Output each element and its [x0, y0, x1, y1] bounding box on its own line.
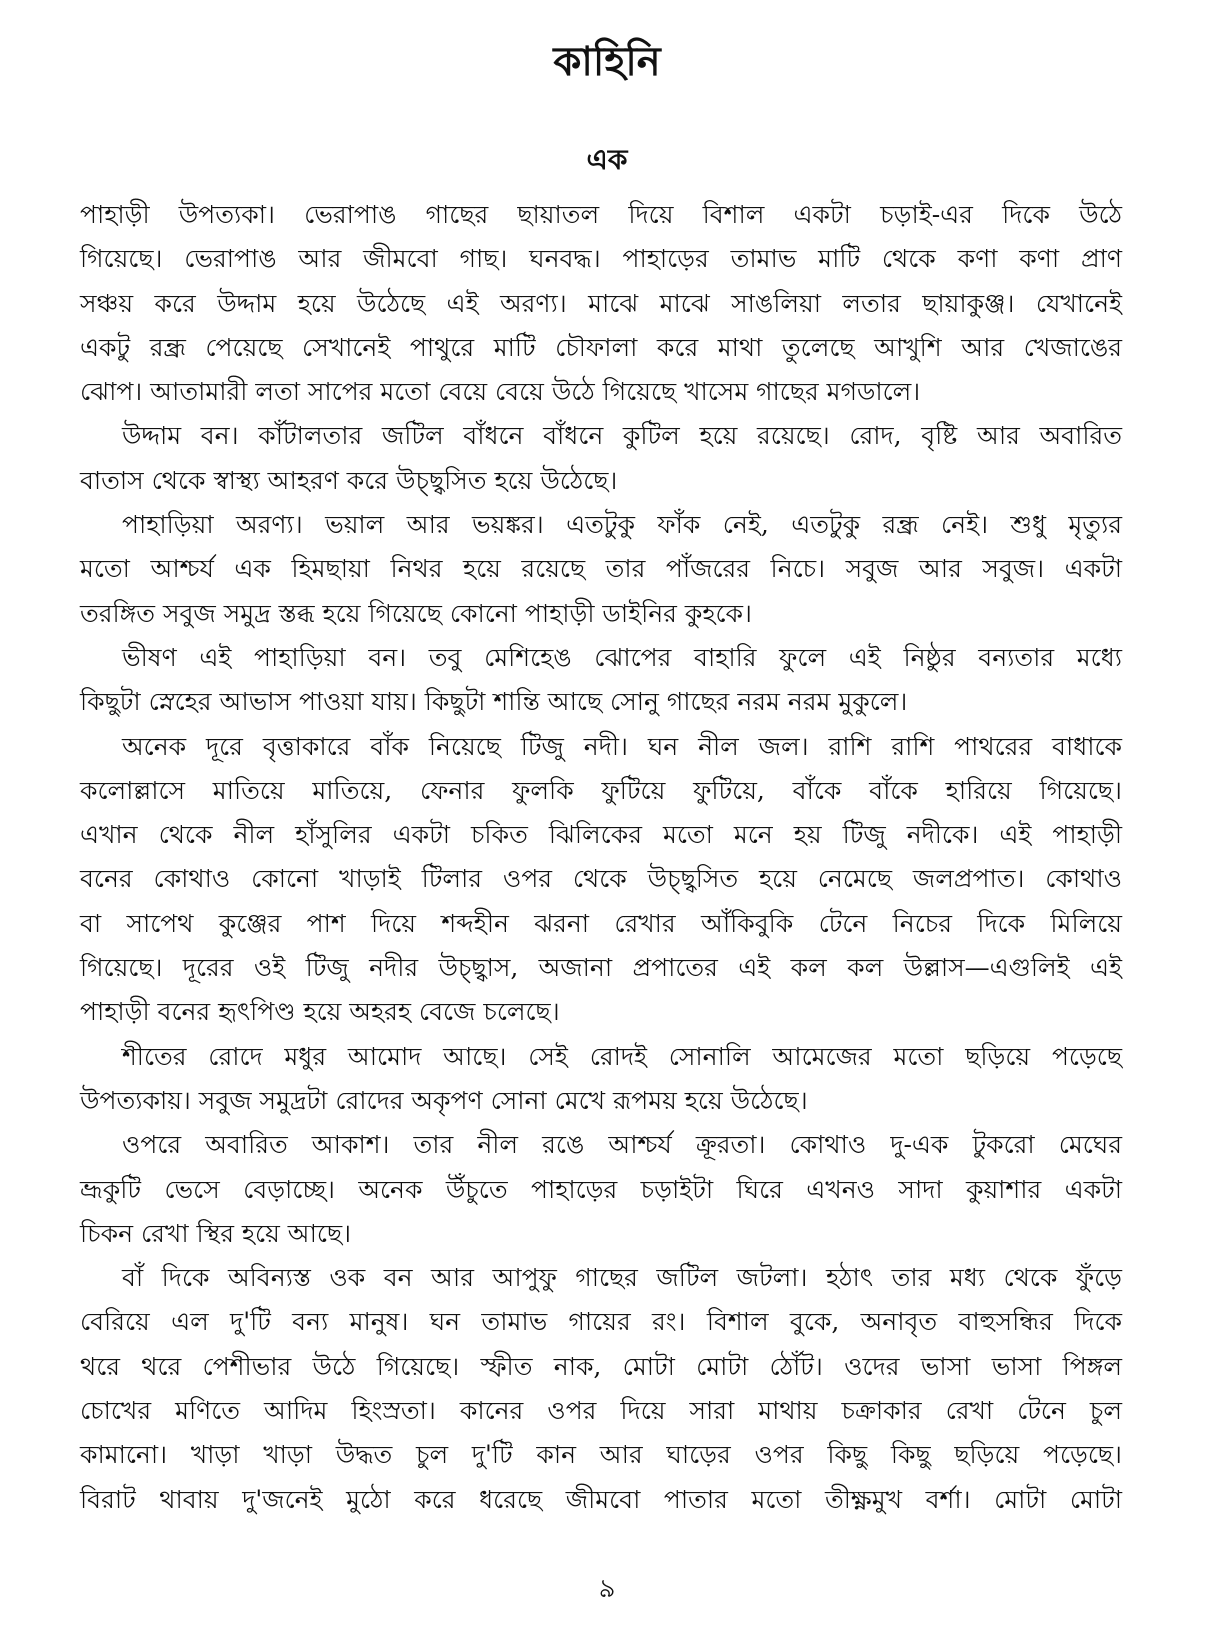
text-line: গিয়েছে। ভেরাপাঙ আর জীমবো গাছ। ঘনবদ্ধ। পাহাড়ের তামাভ মাটি থেকে কণা কণা প্রাণ — [80, 244, 1122, 274]
text-line: পাহাড়ী উপত্যকা। ভেরাপাঙ গাছের ছায়াতল দিয়ে বিশাল একটা চড়াই-এর দিকে উঠে — [80, 200, 1122, 229]
text-line: বিরাট থাবায় দু'জনেই মুঠো করে ধরেছে জীমবো পাতার মতো তীক্ষ্ণমুখ বর্শা। মোটা মোটা — [80, 1484, 1122, 1514]
text-line: একটু রন্ধ্র পেয়েছে সেখানেই পাথুরে মাটি চৌফালা করে মাথা তুলেছে আখুশি আর খেজাঙের — [80, 332, 1122, 362]
text-line: মতো আশ্চর্য এক হিমছায়া নিথর হয়ে রয়েছে তার পাঁজরের নিচে। সবুজ আর সবুজ। একটা — [80, 554, 1122, 584]
page-title: কাহিনি — [553, 38, 661, 85]
text-line: বনের কোথাও কোনো খাড়াই টিলার ওপর থেকে উচ্ছ্বসিত হয়ে নেমেছে জলপ্রপাত। কোথাও — [80, 864, 1122, 894]
text-line: চোখের মণিতে আদিম হিংস্রতা। কানের ওপর দিয়ে সারা মাথায় চক্রাকার রেখা টেনে চুল — [80, 1396, 1122, 1426]
text-line: বাতাস থেকে স্বাস্থ্য আহরণ করে উচ্ছ্বসিত হয়ে উঠেছে। — [80, 465, 618, 495]
text-line: থরে থরে পেশীভার উঠে গিয়েছে। স্ফীত নাক, মোটা মোটা ঠোঁট। ওদের ভাসা ভাসা পিঙ্গল — [80, 1351, 1122, 1381]
text-line: ভ্রূকুটি ভেসে বেড়াচ্ছে। অনেক উঁচুতে পাহাড়ের চড়াইটা ঘিরে এখনও সাদা কুয়াশার একটা — [80, 1174, 1122, 1204]
text-line: পাহাড়ী বনের হৃৎপিণ্ড হয়ে অহরহ বেজে চলেছে। — [80, 997, 560, 1027]
text-line: গিয়েছে। দূরের ওই টিজু নদীর উচ্ছ্বাস, অজানা প্রপাতের এই কল কল উল্লাস—এগুলিই এই — [80, 953, 1122, 983]
chapter-heading: এক — [586, 143, 628, 176]
text-line: এখান থেকে নীল হাঁসুলির একটা চকিত ঝিলিকের মতো মনে হয় টিজু নদীকে। এই পাহাড়ী — [80, 820, 1122, 850]
text-line: ঝোপ। আতামারী লতা সাপের মতো বেয়ে বেয়ে উঠে গিয়েছে খাসেম গাছের মগডালে। — [80, 377, 921, 407]
text-line: সঞ্চয় করে উদ্দাম হয়ে উঠেছে এই অরণ্য। মাঝে মাঝে সাঙলিয়া লতার ছায়াকুঞ্জ। যেখানেই — [80, 288, 1122, 318]
text-line: শীতের রোদে মধুর আমোদ আছে। সেই রোদই সোনালি আমেজের মতো ছড়িয়ে পড়েছে — [122, 1041, 1122, 1071]
text-line: অনেক দূরে বৃত্তাকারে বাঁক নিয়েছে টিজু নদী। ঘন নীল জল। রাশি রাশি পাথরের বাধাকে — [122, 731, 1122, 761]
text-line: ভীষণ এই পাহাড়িয়া বন। তবু মেশিহেঙ ঝোপের বাহারি ফুলে এই নিষ্ঠুর বন্যতার মধ্যে — [122, 642, 1122, 672]
text-line: কিছুটা স্নেহের আভাস পাওয়া যায়। কিছুটা শান্তি আছে সোনু গাছের নরম নরম মুকুলে। — [80, 687, 908, 717]
page-number: ৯ — [598, 1574, 616, 1604]
text-line: কলোল্লাসে মাতিয়ে মাতিয়ে, ফেনার ফুলকি ফুটিয়ে ফুটিয়ে, বাঁকে বাঁকে হারিয়ে গিয়েছে। — [80, 775, 1122, 805]
text-line: তরঙ্গিত সবুজ সমুদ্র স্তব্ধ হয়ে গিয়েছে কোনো পাহাড়ী ডাইনির কুহকে। — [80, 598, 752, 628]
text-line: কামানো। খাড়া খাড়া উদ্ধত চুল দু'টি কান আর ঘাড়ের ওপর কিছু কিছু ছড়িয়ে পড়েছে। — [80, 1440, 1122, 1470]
text-line: ওপরে অবারিত আকাশ। তার নীল রঙে আশ্চর্য ক্রূরতা। কোথাও দু-এক টুকরো মেঘের — [122, 1130, 1122, 1160]
text-line: উপত্যকায়। সবুজ সমুদ্রটা রোদের অকৃপণ সোনা মেখে রূপময় হয়ে উঠেছে। — [80, 1085, 808, 1115]
text-line: বা সাপেথ কুঞ্জের পাশ দিয়ে শব্দহীন ঝরনা রেখার আঁকিবুকি টেনে নিচের দিকে মিলিয়ে — [80, 908, 1122, 938]
text-line: পাহাড়িয়া অরণ্য। ভয়াল আর ভয়ঙ্কর। এতটুকু ফাঁক নেই, এতটুকু রন্ধ্র নেই। শুধু মৃত্যুর — [122, 510, 1122, 540]
text-line: চিকন রেখা স্থির হয়ে আছে। — [80, 1218, 352, 1248]
text-line: বাঁ দিকে অবিন্যস্ত ওক বন আর আপুফু গাছের জটিল জটলা। হঠাৎ তার মধ্য থেকে ফুঁড়ে — [122, 1263, 1122, 1293]
body-text — [80, 193, 1122, 1522]
text-line: উদ্দাম বন। কাঁটালতার জটিল বাঁধনে বাঁধনে কুটিল হয়ে রয়েছে। রোদ, বৃষ্টি আর অবারিত — [122, 421, 1122, 451]
text-line: বেরিয়ে এল দু'টি বন্য মানুষ। ঘন তামাভ গায়ের রং। বিশাল বুকে, অনাবৃত বাহুসন্ধির দিকে — [80, 1307, 1122, 1337]
